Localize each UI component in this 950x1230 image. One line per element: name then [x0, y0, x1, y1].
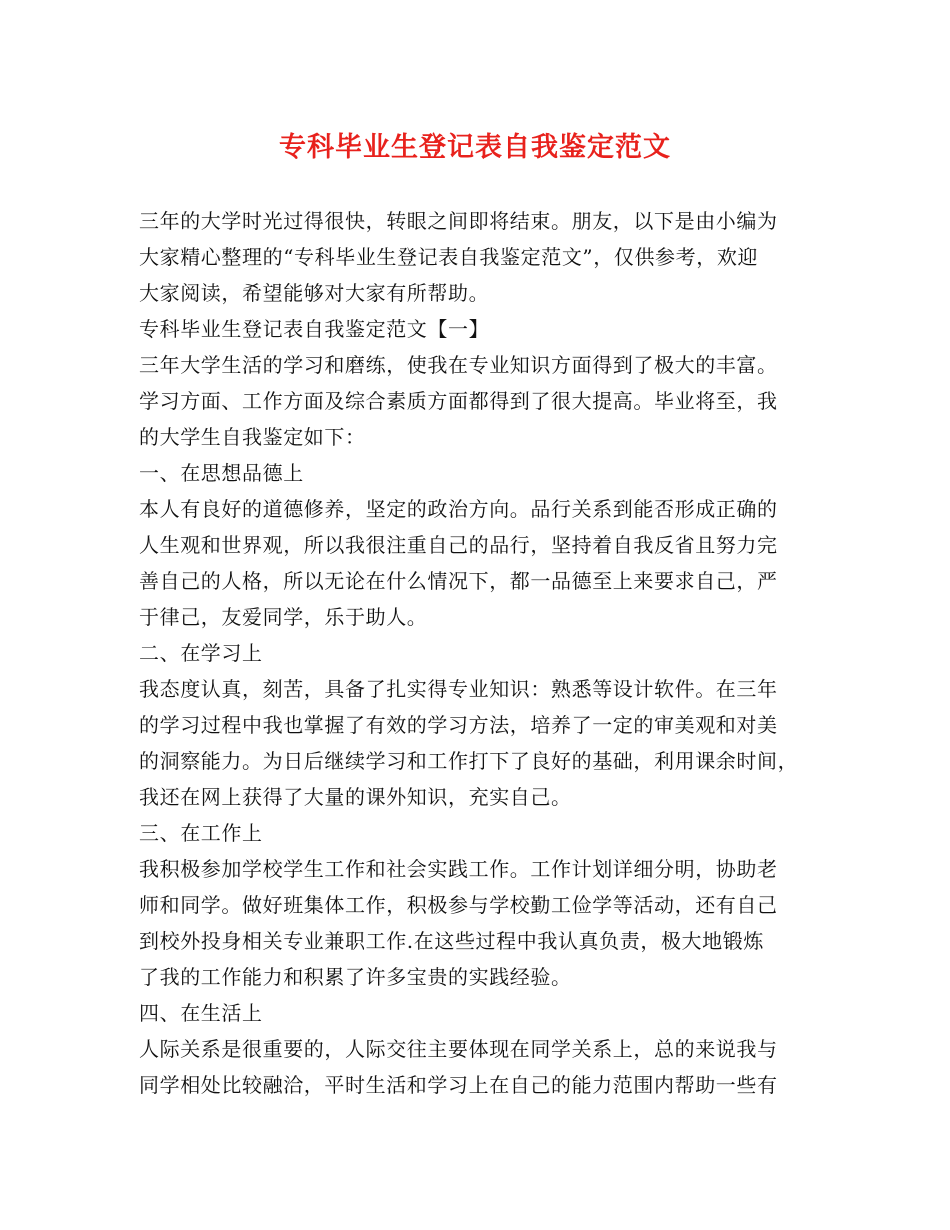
body-line: 专科毕业生登记表自我鉴定范文【一】	[139, 317, 490, 341]
body-line: 大家阅读，希望能够对大家有所帮助。	[139, 281, 490, 305]
body-line: 师和同学。做好班集体工作，积极参与学校勤工俭学等活动，还有自己	[139, 893, 778, 917]
body-line: 一、在思想品德上	[139, 461, 304, 485]
body-line: 的洞察能力。为日后继续学习和工作打下了良好的基础，利用课余时间，	[139, 749, 799, 773]
document-body	[139, 203, 829, 1103]
body-line: 我态度认真，刻苦，具备了扎实得专业知识：熟悉等设计软件。在三年	[139, 677, 778, 701]
body-line: 学习方面、工作方面及综合素质方面都得到了很大提高。毕业将至，我	[139, 389, 778, 413]
body-line: 二、在学习上	[139, 641, 263, 665]
body-line: 了我的工作能力和积累了许多宝贵的实践经验。	[139, 965, 572, 989]
body-line: 于律己，友爱同学，乐于助人。	[139, 605, 428, 629]
body-line: 三年的大学时光过得很快，转眼之间即将结束。朋友，以下是由小编为	[139, 209, 778, 233]
body-line: 我积极参加学校学生工作和社会实践工作。工作计划详细分明，协助老	[139, 857, 778, 881]
body-line: 本人有良好的道德修养，坚定的政治方向。品行关系到能否形成正确的	[139, 497, 778, 521]
body-line: 三、在工作上	[139, 821, 263, 845]
body-line: 的学习过程中我也掌握了有效的学习方法，培养了一定的审美观和对美	[139, 713, 778, 737]
body-line: 我还在网上获得了大量的课外知识，充实自己。	[139, 785, 572, 809]
body-line: 善自己的人格，所以无论在什么情况下，都一品德至上来要求自己，严	[139, 569, 778, 593]
body-line: 同学相处比较融洽，平时生活和学习上在自己的能力范围内帮助一些有	[139, 1073, 778, 1097]
body-line: 人生观和世界观，所以我很注重自己的品行，坚持着自我反省且努力完	[139, 533, 778, 557]
body-line: 三年大学生活的学习和磨练，使我在专业知识方面得到了极大的丰富。	[139, 353, 778, 377]
body-line: 人际关系是很重要的，人际交往主要体现在同学关系上，总的来说我与	[139, 1037, 778, 1061]
body-line: 四、在生活上	[139, 1001, 263, 1025]
document-title: 专科毕业生登记表自我鉴定范文	[279, 132, 671, 163]
body-line: 大家精心整理的“专科毕业生登记表自我鉴定范文”，仅供参考，欢迎	[139, 245, 759, 269]
body-line: 到校外投身相关专业兼职工作.在这些过程中我认真负责，极大地锻炼	[139, 929, 764, 953]
body-line: 的大学生自我鉴定如下：	[139, 425, 366, 449]
